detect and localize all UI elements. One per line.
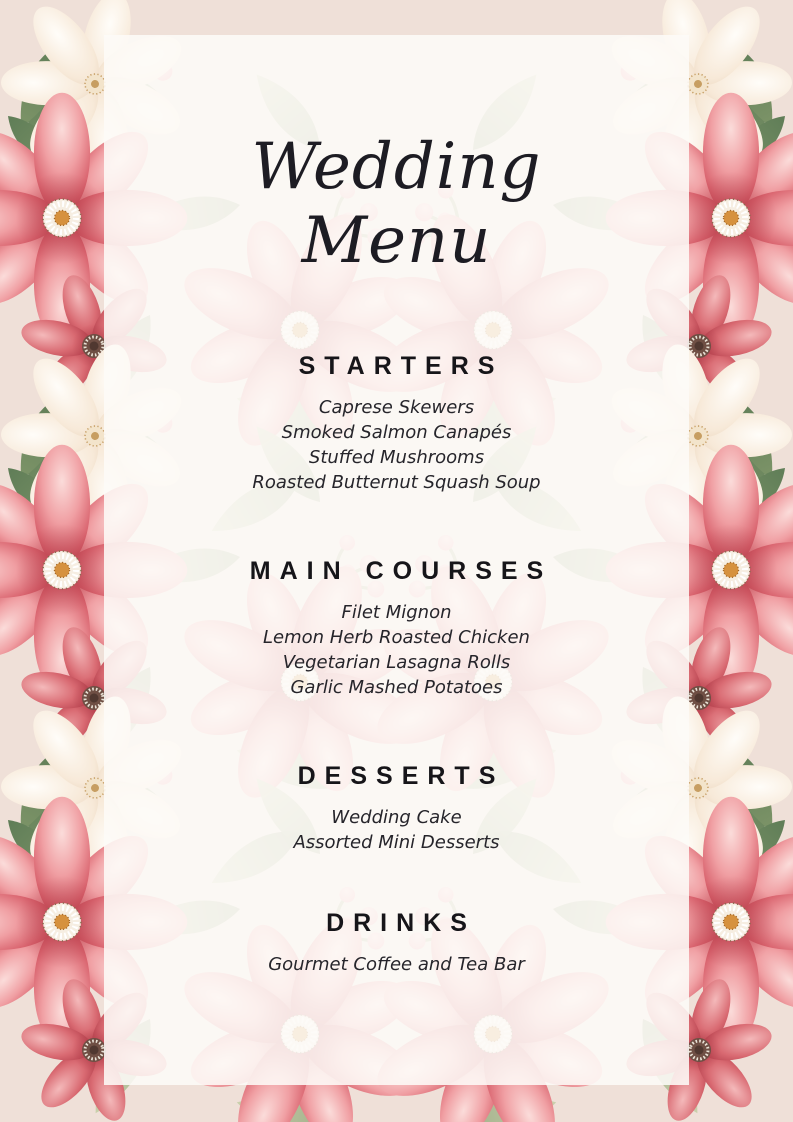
menu-item: Lemon Herb Roasted Chicken [263, 627, 530, 648]
menu-item: Filet Mignon [341, 602, 452, 623]
menu-item: Smoked Salmon Canapés [281, 422, 512, 443]
section-items [104, 805, 689, 855]
section-items [104, 600, 689, 700]
title-line-1: Wedding [251, 130, 542, 204]
section-items [104, 395, 689, 495]
section-heading-main-courses: MAIN COURSES [249, 557, 553, 585]
menu-section-main-courses [104, 556, 689, 700]
menu-item: Gourmet Coffee and Tea Bar [268, 954, 525, 975]
menu-item: Garlic Mashed Potatoes [290, 677, 503, 698]
menu-item: Vegetarian Lasagna Rolls [282, 652, 511, 673]
section-heading-drinks: DRINKS [326, 909, 476, 937]
menu-item: Assorted Mini Desserts [293, 832, 500, 853]
menu-section-starters [104, 351, 689, 495]
title-line-2: Menu [301, 204, 492, 278]
menu-section-drinks [104, 908, 689, 977]
page-title [104, 35, 689, 278]
menu-item: Wedding Cake [331, 807, 462, 828]
menu-item: Roasted Butternut Squash Soup [252, 472, 541, 493]
menu-card [104, 35, 689, 1085]
menu-section-desserts [104, 761, 689, 855]
menu-item: Stuffed Mushrooms [308, 447, 485, 468]
section-items [104, 952, 689, 977]
section-heading-starters: STARTERS [298, 352, 504, 380]
section-heading-desserts: DESSERTS [297, 762, 505, 790]
menu-item: Caprese Skewers [318, 397, 475, 418]
